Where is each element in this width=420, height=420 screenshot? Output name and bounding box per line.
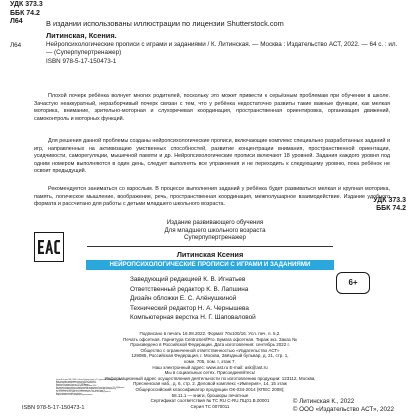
fine-line: 129085, Российская Федерация, г. Москва, Звёздный бульвар, д. 21, стр. 1, — [131, 353, 289, 359]
annotation-paragraph-1: Плохой почерк ребёнка волнует многих родителей, поскольку это может привести к серьёзным проблемам при обучении в школе. Зачастую неаккуратный, неразборчивый почерк связан с тем, что у ребёнка недостаточно развиты такие важные функции, как мелкая моторика, внимание, зрительно-моторная и слухоречевая координация, пространственная ориентировка, организация движений, самоконтроль и моторных функций. — [34, 93, 390, 122]
eac-mark-svg — [34, 232, 64, 262]
eac-certification-icon — [34, 232, 64, 262]
fine-line: Общество с ограниченной ответственностью «Издательство АСТ» — [140, 347, 280, 353]
staff-line: Дизайн обложки Е. С. Алёнушкиной — [130, 295, 237, 302]
fine-line: Дистрибьютор и представитель по приему претензий на продукцию в Республике Казахстан: ТОО «РДЦ-Алматы» — [56, 387, 125, 389]
fine-line: комн. 705, пом. I, этаж 7. — [184, 358, 236, 364]
fine-line: Біздің электрондық мекенжайымыз: www.ast.ru E-mail: ask@ast.ru — [56, 381, 96, 383]
udk-block — [373, 197, 406, 214]
fine-line: Өнімнің жарамдылық мерзімі шектелмеген. — [56, 393, 83, 395]
format-line-3: Суперпупертренажер — [184, 234, 246, 242]
copyright-author: © Литинская К., 2022 — [292, 398, 355, 405]
fine-line: Мы в социальных сетях. Присоединяйтесь! — [164, 370, 256, 376]
fine-line: «Баспа Аста» деген ЖШҚ, 129085, г. Мәскеу, Жұлдызды гүлзар, д.21, 1 құрылым, 705 бөлме, пом.1, 7-қабат — [56, 380, 121, 381]
editorial-staff — [130, 275, 320, 323]
fine-line: Серия ТС 0070011 — [190, 403, 230, 409]
staff-line: Заведующий редакцией К. В. Игнатьев — [130, 276, 246, 283]
udk-code: УДК 373.3 — [10, 1, 43, 8]
fine-line: Өндірген мемлекет: Ресей Сертификация қарастырылмаған — [56, 395, 93, 397]
fine-line: Подписано в печать 16.08.2022. Формат 70x100/16. Усл. печ. л. 5,2. — [139, 331, 281, 336]
catalog-author: Литинская, Ксения. — [46, 31, 117, 40]
license-note: В издании использованы иллюстрации по лицензии Shutterstock.com — [46, 19, 284, 28]
fine-line: Общероссийский классификатор продукции ОК-034-2014 (КПЕС 2008); — [135, 386, 285, 392]
annotation-paragraph-2: Для решения данной проблемы созданы нейропсихологические прописи, включающие комплекс специально разработанных заданий и игр, направленных на активизацию умственных способностей, развитие концентрации внимания, пространственной ориентации, усидчивости, саморегуляции, мышечной памяти и др. Нейропсихологические прописи включают 18 уровней. Задания каждого уровня под одним номером выполняются в один день, следует выполнять все упражнения и не переходить к следующему уровню, пока ребёнок не освоит предыдущий. — [34, 138, 390, 175]
udk-code-right: УДК 373.3 — [373, 197, 406, 204]
catalog-entry: Нейропсихологические прописи с играми и заданиями / К. Литинская. — Москва : Издательство АСТ, 2022. — 64 с. : ил. — (Суперпупертренажер) — [46, 41, 398, 57]
format-line-1: Издание развивающего обучения — [166, 219, 264, 226]
fine-line: Қазақстан Республикасында дистрибьютор және өнім бойынша арыз-талаптарды қабылдаушының — [56, 389, 116, 391]
copyright-publisher: © ООО «Издательство АСТ», 2022 — [292, 406, 394, 413]
bbk-code-right: ББК 74.2 — [376, 205, 406, 213]
fine-line: Интернет-магазин: www.book24.kz Интернет-дүкен: www.book24.kz — [56, 383, 97, 385]
copyright-block — [293, 398, 394, 414]
fine-line: Тел.: 8 (727) 2 51 59 90,91, факс: 8 (727) 251 59 92 ішкі 107; E-mail: RDC-Almaty@eksmo.kz — [56, 392, 111, 394]
classification-codes — [10, 1, 43, 27]
edition-format — [120, 219, 310, 242]
staff-line: Компьютерная верстка Н. Г. Шаповаловой — [130, 314, 256, 321]
catalog-isbn: ISBN 978-5-17-150473-1 — [46, 58, 117, 65]
fine-line: Пресненская наб., д. 6, стр. 2. Деловой комплекс «Империя», 14, 15 этаж — [133, 381, 287, 387]
fine-line: Наш электронный адрес: www.ast.ru E-mail: ask@ast.ru — [152, 364, 268, 370]
fine-line: Сертификат соответствия № ТС RU C-RU.ПЦ01.В.00001 — [150, 398, 270, 404]
fine-line: Печать офсетная. Гарнитура CentroSerifPro. Бумага офсетная. Тираж экз. Заказ № — [123, 336, 297, 342]
catalog-index: Л64 — [10, 42, 22, 49]
title-banner: НЕЙРОПСИХОЛОГИЧЕСКИЕ ПРОПИСИ С ИГРАМИ И ЗАДАНИЯМИ — [86, 260, 334, 270]
fine-line: Қазақстан Республикасындағы импорттаушы «РДЦ-Алматы» ЖШС. — [56, 386, 97, 388]
format-line-2: Для младшего школьного возраста — [164, 226, 266, 234]
fine-line: Произведено в Российской Федерации. Дата изготовления: сентябрь 2022 г. — [130, 342, 290, 348]
age-rating-badge: 6+ — [336, 272, 370, 294]
annotation-paragraph-3: Рекомендуется заниматься со взрослым. В процессе выполнения заданий у ребёнка будет развиваться мелкая и крупная моторика, память, логическое мышление, воображение, речь, пространственная координация, межполушарное взаимодействие. Издание удобного формата и рассчитано для работы с детьми младшего школьного возраста. — [34, 186, 390, 208]
fine-line: Импортёр в Республику Казахстан ТОО «РДЦ-Алматы». — [56, 384, 90, 386]
fine-line: өкілі «РДЦ-Алматы» ЖШС, Алматы қ., Домбровский көш., 3«а», литер Б, офис 1. — [56, 390, 105, 392]
divider-line — [87, 246, 333, 247]
author-index: Л64 — [10, 18, 23, 26]
title-author: Литинская Ксения — [176, 250, 244, 259]
fine-line: 58.11.1 — книги, брошюры печатные — [171, 392, 249, 398]
footer-isbn: ISBN 978-5-17-150473-1 — [22, 405, 85, 411]
bbk-code: ББК 74.2 — [10, 9, 40, 17]
distributor-details — [56, 380, 364, 397]
staff-line: Ответственный редактор К. В. Лапшина — [130, 285, 249, 293]
staff-line: Технический редактор Н. А. Чернышева — [130, 304, 249, 312]
fine-line: Информационный адрес осуществления деятельности по изготовлению продукции: 123112, Москва, — [104, 375, 316, 381]
